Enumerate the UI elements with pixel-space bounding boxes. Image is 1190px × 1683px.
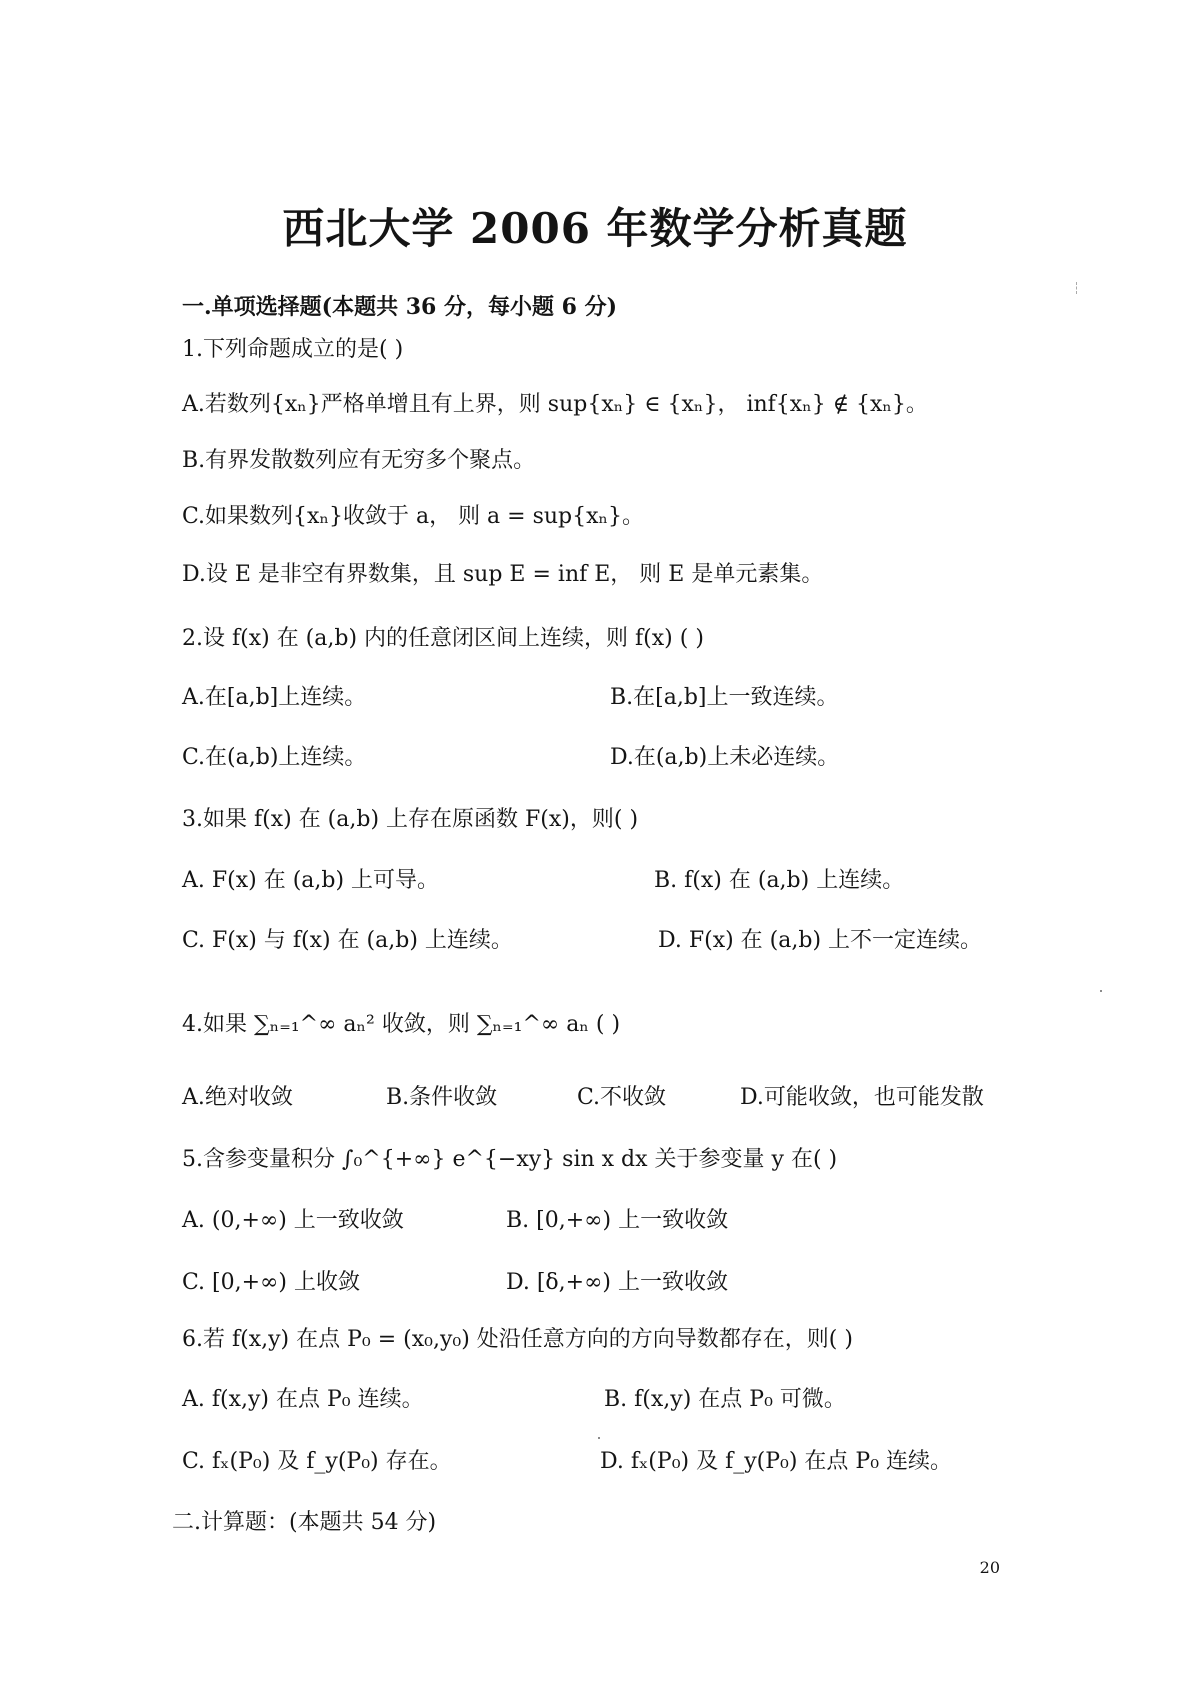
question-4-option-b: B.条件收敛	[386, 1085, 498, 1110]
question-1-option-b: B.有界发散数列应有无穷多个聚点。	[182, 448, 536, 473]
scan-speck	[1100, 990, 1102, 992]
question-3-option-c: C. F(x) 与 f(x) 在 (a,b) 上连续。	[182, 928, 513, 953]
question-6-option-a: A. f(x,y) 在点 P₀ 连续。	[182, 1387, 424, 1412]
question-2-option-b: B.在[a,b]上一致连续。	[610, 685, 839, 710]
question-6-option-c: C. fₓ(P₀) 及 f_y(P₀) 存在。	[182, 1449, 452, 1474]
page-title: 西北大学 2006 年数学分析真题	[282, 204, 908, 253]
section-2-heading: 二.计算题：(本题共 54 分)	[172, 1510, 437, 1535]
scan-mark	[1076, 282, 1080, 294]
question-2-option-a: A.在[a,b]上连续。	[182, 685, 367, 710]
scan-speck	[598, 1437, 600, 1439]
question-6-option-b: B. f(x,y) 在点 P₀ 可微。	[604, 1387, 846, 1412]
page-number: 20	[979, 1558, 1000, 1577]
question-3-option-d: D. F(x) 在 (a,b) 上不一定连续。	[658, 928, 983, 953]
question-4-option-a: A.绝对收敛	[182, 1085, 293, 1110]
question-5-option-a: A. (0,+∞) 上一致收敛	[182, 1208, 404, 1233]
question-2-stem: 2.设 f(x) 在 (a,b) 内的任意闭区间上连续，则 f(x) ( )	[182, 626, 704, 651]
question-6-stem: 6.若 f(x,y) 在点 P₀ = (x₀,y₀) 处沿任意方向的方向导数都存在，则( )	[182, 1327, 853, 1352]
question-1-option-c: C.如果数列{xₙ}收敛于 a， 则 a = sup{xₙ}。	[182, 504, 645, 529]
question-5-option-b: B. [0,+∞) 上一致收敛	[506, 1208, 729, 1233]
question-3-stem: 3.如果 f(x) 在 (a,b) 上存在原函数 F(x)，则( )	[182, 807, 639, 832]
question-2-option-d: D.在(a,b)上未必连续。	[610, 745, 840, 770]
question-3-option-a: A. F(x) 在 (a,b) 上可导。	[182, 868, 440, 893]
section-1-heading: 一.单项选择题(本题共 36 分，每小题 6 分)	[182, 294, 618, 320]
question-4-stem: 4.如果 ∑ₙ₌₁^∞ aₙ² 收敛，则 ∑ₙ₌₁^∞ aₙ ( )	[182, 1012, 621, 1037]
question-4-option-c: C.不收敛	[577, 1085, 667, 1110]
question-1-option-d: D.设 E 是非空有界数集，且 sup E = inf E， 则 E 是单元素集。	[182, 562, 824, 587]
question-2-option-c: C.在(a,b)上连续。	[182, 745, 367, 770]
question-1-option-a: A.若数列{xₙ}严格单增且有上界，则 sup{xₙ} ∈ {xₙ}， inf{xₙ} ∉ {xₙ}。	[182, 392, 928, 417]
question-5-option-c: C. [0,+∞) 上收敛	[182, 1270, 360, 1295]
question-6-option-d: D. fₓ(P₀) 及 f_y(P₀) 在点 P₀ 连续。	[600, 1449, 953, 1474]
question-5-stem: 5.含参变量积分 ∫₀^{+∞} e^{−xy} sin x dx 关于参变量 y 在( )	[182, 1147, 838, 1172]
question-3-option-b: B. f(x) 在 (a,b) 上连续。	[654, 868, 905, 893]
question-5-option-d: D. [δ,+∞) 上一致收敛	[506, 1270, 728, 1295]
question-1-stem: 1.下列命题成立的是( )	[182, 337, 404, 362]
question-4-option-d: D.可能收敛，也可能发散	[740, 1085, 984, 1110]
